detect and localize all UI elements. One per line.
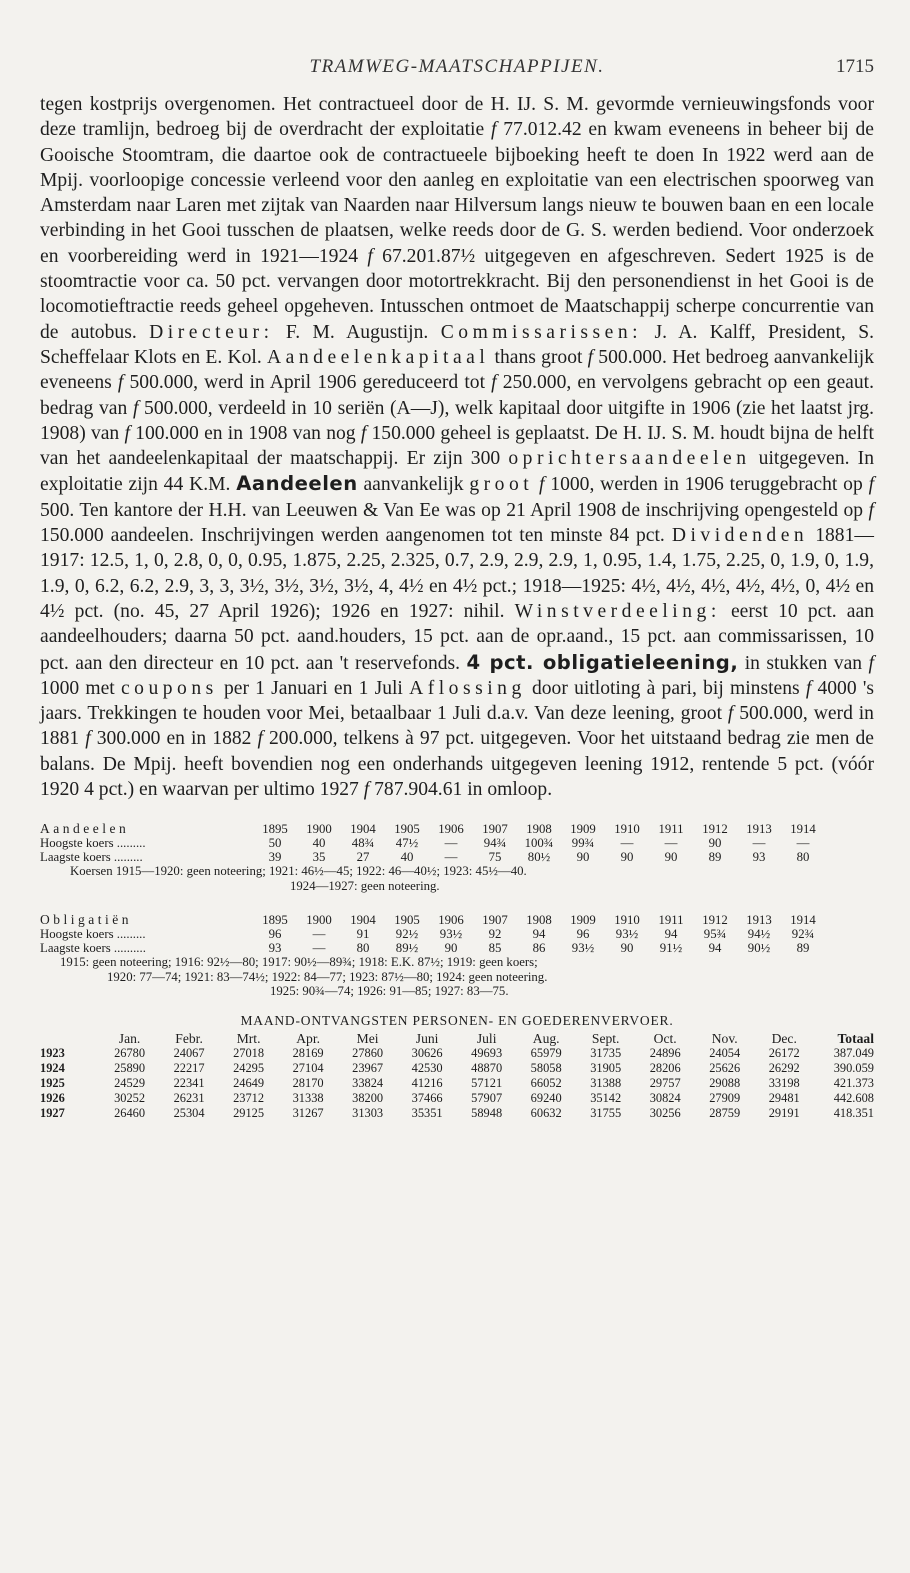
value-cell: 24054 xyxy=(709,1045,741,1060)
year-cell: 1900 xyxy=(306,822,332,837)
value-cell: 58058 xyxy=(530,1060,562,1075)
table-row xyxy=(40,927,825,941)
price-cell: — xyxy=(796,836,810,851)
text-run: F. M. Augustijn. xyxy=(273,321,441,343)
value-cell: 29481 xyxy=(768,1090,800,1105)
table-header-row xyxy=(40,822,825,836)
total-cell: 442.608 xyxy=(833,1090,874,1105)
price-cell: 85 xyxy=(488,941,502,956)
text-run: 500.000, werd in April 1906 gereduceerd tot xyxy=(123,372,492,394)
value-cell: 22341 xyxy=(173,1075,205,1090)
value-cell: 66052 xyxy=(530,1075,562,1090)
value-cell: 30824 xyxy=(649,1090,681,1105)
month-header: Apr. xyxy=(296,1030,320,1046)
value-cell: 28169 xyxy=(292,1045,324,1060)
month-header: Oct. xyxy=(653,1030,677,1046)
year-cell: 1912 xyxy=(702,913,728,928)
month-header: Jan. xyxy=(118,1030,141,1046)
value-cell: 41216 xyxy=(411,1075,443,1090)
month-header: Juni xyxy=(415,1030,439,1046)
table-row xyxy=(40,1046,874,1061)
year-cell: 1913 xyxy=(746,913,772,928)
text-run: uitgegeven. In exploitatie zijn 44 K.M. xyxy=(40,448,875,496)
price-cell: 92¾ xyxy=(791,927,815,942)
value-cell: 28206 xyxy=(649,1060,681,1075)
value-cell: 29088 xyxy=(709,1075,741,1090)
share-price-notes xyxy=(40,864,874,893)
bond-price-notes xyxy=(40,955,874,999)
value-cell: 23967 xyxy=(352,1060,384,1075)
value-cell: 35142 xyxy=(590,1090,622,1105)
value-cell: 33198 xyxy=(768,1075,800,1090)
price-cell: 94¾ xyxy=(483,836,507,851)
price-cell: 27 xyxy=(356,850,370,865)
florin-sign: f xyxy=(868,652,874,674)
heading-aandeelen: Aandeelen xyxy=(236,472,358,496)
price-cell: — xyxy=(664,836,678,851)
year-cell: 1913 xyxy=(746,822,772,837)
total-cell: 390.059 xyxy=(833,1060,874,1075)
value-cell: 27909 xyxy=(709,1090,741,1105)
year-cell: 1925 xyxy=(40,1075,65,1090)
price-cell: 40 xyxy=(312,836,326,851)
month-header: Mei xyxy=(356,1030,379,1046)
value-cell: 31735 xyxy=(590,1045,622,1060)
share-prices-table xyxy=(40,822,825,864)
value-cell: 69240 xyxy=(530,1090,562,1105)
price-cell: — xyxy=(620,836,634,851)
florin-sign: f xyxy=(727,703,734,725)
price-cell: 40 xyxy=(400,850,414,865)
row-label: Hoogste koers ......... xyxy=(40,927,146,942)
running-title: TRAMWEG-MAATSCHAPPIJEN. xyxy=(309,56,605,77)
florin-sign: f xyxy=(587,346,594,368)
florin-sign: f xyxy=(490,119,497,141)
row-label: Hoogste koers ......... xyxy=(40,836,146,851)
month-header: Sept. xyxy=(591,1030,620,1046)
text-run: 150.000 aandeelen. Inschrijvingen werden aangenomen tot ten minste 84 pct. xyxy=(40,525,672,547)
note-line: 1915: geen noteering; 1916: 92½—80; 1917: 90½—89¾; 1918: E.K. 87½; 1919: geen koers; xyxy=(60,955,538,970)
share-prices-section xyxy=(40,822,874,893)
florin-sign: f xyxy=(117,372,124,394)
price-cell: — xyxy=(312,927,326,942)
table-row xyxy=(40,1106,874,1121)
price-cell: 92½ xyxy=(395,927,419,942)
price-cell: 75 xyxy=(488,850,502,865)
florin-sign: f xyxy=(363,779,370,801)
term-coupons: coupons xyxy=(120,677,218,699)
month-header: Aug. xyxy=(532,1030,560,1046)
price-cell: 89 xyxy=(796,941,810,956)
florin-sign: f xyxy=(85,728,91,750)
heading-commissarissen: Commissarissen: xyxy=(440,321,643,343)
price-cell: 93½ xyxy=(439,927,463,942)
text-run: J. A. Kalff, President, S. Scheffelaar Klots en E. Kol. xyxy=(40,321,874,368)
bond-prices-table xyxy=(40,913,825,955)
empty-header-cell xyxy=(40,1031,100,1046)
value-cell: 31388 xyxy=(590,1075,622,1090)
text-run: door uitloting à pari, bij minstens xyxy=(525,677,806,699)
year-cell: 1914 xyxy=(790,913,816,928)
price-cell: 80½ xyxy=(527,850,551,865)
price-cell: 93 xyxy=(752,850,766,865)
row-label: Laagste koers ......... xyxy=(40,850,143,865)
value-cell: 57907 xyxy=(471,1090,503,1105)
table-label: Obligatiën xyxy=(40,912,132,928)
heading-dividenden: Dividenden xyxy=(671,525,809,547)
heading-aflossing: Aflossing xyxy=(409,677,526,699)
total-cell: 387.049 xyxy=(833,1045,874,1060)
month-header: Nov. xyxy=(711,1030,738,1046)
year-cell: 1914 xyxy=(790,822,816,837)
text-run: 100.000 en in 1908 van nog xyxy=(129,422,361,444)
florin-sign: f xyxy=(360,422,367,444)
price-cell: 90 xyxy=(664,850,678,865)
value-cell: 31267 xyxy=(292,1105,324,1120)
price-cell: 89½ xyxy=(395,941,419,956)
florin-sign: f xyxy=(124,422,130,444)
year-cell: 1900 xyxy=(306,913,332,928)
year-cell: 1904 xyxy=(350,913,376,928)
text-run: 787.904.61 in omloop. xyxy=(369,779,553,801)
table-row xyxy=(40,836,825,850)
text-run: 500.000, verdeeld in 10 seriën (A—J), welk kapitaal door uitgifte in 1906 (zie het laatst jrg. 1908) van xyxy=(40,397,874,444)
price-cell: 94 xyxy=(708,941,722,956)
text-run: 500. Ten kantore der H.H. van Leeuwen & Van Ee was op 21 April 1908 de inschrijving opengesteld op xyxy=(40,499,869,521)
florin-sign: f xyxy=(367,245,373,267)
term-oprichtersaandeelen: oprichtersaandeelen xyxy=(508,448,751,470)
table-label: Aandeelen xyxy=(40,821,130,837)
text-run: 250.000, en vervolgens gebracht op een geaut. bedrag van xyxy=(40,372,874,419)
value-cell: 31755 xyxy=(590,1105,622,1120)
florin-sign: f xyxy=(805,677,812,699)
price-cell: 95¾ xyxy=(703,927,727,942)
value-cell: 26780 xyxy=(114,1045,146,1060)
value-cell: 49693 xyxy=(471,1045,503,1060)
value-cell: 24529 xyxy=(114,1075,146,1090)
price-cell: 90 xyxy=(444,941,458,956)
month-header: Mrt. xyxy=(236,1030,261,1046)
note-line: Koersen 1915—1920: geen noteering; 1921: 46½—45; 1922: 46—40½; 1923: 45½—40. xyxy=(70,864,527,879)
year-cell: 1905 xyxy=(394,822,420,837)
value-cell: 29757 xyxy=(649,1075,681,1090)
value-cell: 24067 xyxy=(173,1045,205,1060)
text-run: 1000, werden in 1906 teruggebracht op xyxy=(544,474,869,496)
heading-directeur: Directeur: xyxy=(149,321,274,343)
text-run: eerst 10 pct. aan aandeelhouders; daarna 50 pct. aand.houders, 15 pct. aan de opr.aand., 15 pct. aan commissarissen, 10 pct. aan den directeur en 10 pct. aan 't reservefonds. xyxy=(40,600,874,674)
price-cell: — xyxy=(752,836,766,851)
text-run: thans groot xyxy=(489,346,588,368)
table-row xyxy=(40,1061,874,1076)
row-label: Laagste koers .......... xyxy=(40,941,146,956)
year-cell: 1907 xyxy=(482,913,508,928)
text-run: 67.201.87½ uitgegeven en afgeschreven. Sedert 1925 is de stoomtractie voor ca. 50 pct. vervangen door motortrekkracht. Bij den personendienst in het Gooi is de locomotieftractie reeds geheel opgeheven. Intusschen ontmoet de Maatschappij scherpe concurrentie van de autobus. xyxy=(40,245,874,343)
value-cell: 29125 xyxy=(233,1105,265,1120)
price-cell: 47½ xyxy=(395,836,419,851)
total-cell: 421.373 xyxy=(833,1075,874,1090)
year-cell: 1911 xyxy=(658,913,684,928)
text-run: 500.000. Het bedroeg aanvankelijk eveneens xyxy=(40,346,874,394)
year-cell: 1906 xyxy=(438,913,464,928)
value-cell: 26292 xyxy=(768,1060,800,1075)
year-cell: 1926 xyxy=(40,1090,65,1105)
value-cell: 24295 xyxy=(233,1060,265,1075)
price-cell: 100¾ xyxy=(524,836,554,851)
table-row xyxy=(40,1076,874,1091)
year-cell: 1911 xyxy=(658,822,684,837)
text-run: 150.000 geheel is geplaatst. De H. IJ. S. M. houdt bijna de helft van het aandeelenkapitaal der maatschappij. Er zijn 300 xyxy=(40,422,874,470)
value-cell: 31905 xyxy=(590,1060,622,1075)
term-groot: groot xyxy=(469,474,534,496)
text-run: in stukken van xyxy=(738,652,869,674)
year-cell: 1905 xyxy=(394,913,420,928)
year-cell: 1909 xyxy=(570,913,596,928)
florin-sign: f xyxy=(539,474,545,496)
value-cell: 22217 xyxy=(173,1060,205,1075)
price-cell: 48¾ xyxy=(351,836,375,851)
florin-sign: f xyxy=(132,397,139,419)
price-cell: 90½ xyxy=(747,941,771,956)
value-cell: 25304 xyxy=(173,1105,205,1120)
price-cell: 94 xyxy=(532,927,546,942)
year-cell: 1912 xyxy=(702,822,728,837)
year-cell: 1927 xyxy=(40,1105,65,1120)
price-cell: 96 xyxy=(576,927,590,942)
price-cell: 91 xyxy=(356,927,370,942)
text-run: 1000 met xyxy=(40,677,121,699)
text-run: 200.000, telkens à 97 pct. uitgegeven. Voor het uitstaand bedrag zie men de balans. De Mpij. heeft bovendien nog een onderhands uitgegeven leening 1912, rentende 5 pct. (vóór 1920 4 pct.) en waarvan per ultimo 1927 xyxy=(40,728,874,801)
price-cell: 91½ xyxy=(659,941,683,956)
year-cell: 1924 xyxy=(40,1060,65,1075)
text-run: 300.000 en in 1882 xyxy=(90,728,258,750)
year-cell: 1910 xyxy=(614,822,640,837)
text-run: 500.000, werd in 1881 xyxy=(40,703,874,750)
value-cell: 33824 xyxy=(352,1075,384,1090)
value-cell: 28170 xyxy=(292,1075,324,1090)
year-cell: 1895 xyxy=(262,822,288,837)
text-run: aanvankelijk xyxy=(357,474,470,496)
value-cell: 31303 xyxy=(352,1105,384,1120)
value-cell: 24896 xyxy=(649,1045,681,1060)
price-cell: 99¾ xyxy=(571,836,595,851)
total-cell: 418.351 xyxy=(833,1105,874,1120)
page-number: 1715 xyxy=(836,56,874,77)
monthly-receipts-title: MAAND-ONTVANGSTEN PERSONEN- EN GOEDERENVERVOER. xyxy=(240,1012,674,1028)
value-cell: 48870 xyxy=(471,1060,503,1075)
value-cell: 25890 xyxy=(114,1060,146,1075)
year-cell: 1908 xyxy=(526,913,552,928)
value-cell: 28759 xyxy=(709,1105,741,1120)
year-cell: 1906 xyxy=(438,822,464,837)
price-cell: 80 xyxy=(796,850,810,865)
year-cell: 1907 xyxy=(482,822,508,837)
price-cell: 90 xyxy=(708,836,722,851)
bond-prices-section xyxy=(40,913,874,999)
value-cell: 29191 xyxy=(768,1105,800,1120)
text-run: 4000 's jaars. Trekkingen te houden voor Mei, betaalbaar 1 Juli d.a.v. Van deze leening, groot xyxy=(40,677,874,725)
body-paragraph xyxy=(40,92,874,802)
value-cell: 42530 xyxy=(411,1060,443,1075)
page-header xyxy=(40,56,874,92)
value-cell: 30252 xyxy=(114,1090,146,1105)
price-cell: 90 xyxy=(576,850,590,865)
text-run: 77.012.42 en kwam eveneens in beheer bij de Gooische Stoomtram, die daartoe ook de contractueele bijboeking heeft te doen In 1922 werd aan de Mpij. voorloopige concessie verleend voor den aanleg en exploitatie van een electrischen spoorweg van Amsterdam naar Laren met zijtak van Naarden naar Hilversum langs nieuw te bouwen baan en een locale verbinding in het Gooi tusschen de plaatsen, welke reeds door de G. S. werden bediend. Voor onderzoek en voorbereiding werd in 1921—1924 xyxy=(40,119,875,267)
price-cell: — xyxy=(444,850,458,865)
value-cell: 31338 xyxy=(292,1090,324,1105)
florin-sign: f xyxy=(257,728,263,750)
table-row xyxy=(40,850,825,864)
value-cell: 27104 xyxy=(292,1060,324,1075)
price-cell: 96 xyxy=(268,927,282,942)
price-cell: — xyxy=(312,941,326,956)
price-cell: 92 xyxy=(488,927,502,942)
table-header-row xyxy=(40,1031,874,1046)
value-cell: 38200 xyxy=(352,1090,384,1105)
price-cell: 89 xyxy=(708,850,722,865)
table-row xyxy=(40,941,825,955)
value-cell: 60632 xyxy=(530,1105,562,1120)
value-cell: 57121 xyxy=(471,1075,503,1090)
text-run: 1881—1917: 12.5, 1, 0, 2.8, 0, 0, 0.95, 1.875, 2.25, 2.325, 0.7, 2.9, 2.9, 2.9, 1, 0.95, 1.4, 1.75, 2.25, 0, 1.9, 0, 1.9, 1.9, 0, 6.2, 6.2, 2.9, 3, 3, 3½, 3½, 3½, 3½, 4, 4½ en 4½ pct.; 1918—1925: 4½, 4½, 4½, 4½, 4½, 0, 4½ en 4½ pct. (no. 45, 27 April 1926); 1926 en 1927: nihil. xyxy=(40,525,874,622)
florin-sign: f xyxy=(868,474,875,496)
value-cell: 58948 xyxy=(471,1105,503,1120)
value-cell: 37466 xyxy=(411,1090,443,1105)
year-cell: 1908 xyxy=(526,822,552,837)
month-header: Juli xyxy=(476,1030,497,1046)
month-header: Febr. xyxy=(175,1030,203,1046)
year-cell: 1910 xyxy=(614,913,640,928)
price-cell: 80 xyxy=(356,941,370,956)
florin-sign: f xyxy=(491,372,497,394)
year-cell: 1904 xyxy=(350,822,376,837)
text-run: tegen kostprijs overgenomen. Het contractueel door de H. IJ. S. M. gevormde vernieuwingsfonds voor deze tramlijn, bedroeg bij de overdracht der exploitatie xyxy=(40,94,874,141)
value-cell: 26460 xyxy=(114,1105,146,1120)
heading-aandeelenkapitaal: Aandeelenkapitaal xyxy=(267,346,490,368)
year-cell: 1895 xyxy=(262,913,288,928)
price-cell: 90 xyxy=(620,850,634,865)
price-cell: 94½ xyxy=(747,927,771,942)
monthly-receipts-table xyxy=(40,1031,874,1121)
price-cell: 86 xyxy=(532,941,546,956)
text-run: per 1 Januari en 1 Juli xyxy=(217,677,410,699)
page xyxy=(40,56,874,1121)
price-cell: 94 xyxy=(664,927,678,942)
florin-sign: f xyxy=(868,499,874,521)
price-cell: 90 xyxy=(620,941,634,956)
price-cell: 35 xyxy=(312,850,326,865)
value-cell: 26231 xyxy=(173,1090,205,1105)
price-cell: 93½ xyxy=(615,927,639,942)
table-header-row xyxy=(40,913,825,927)
year-cell: 1923 xyxy=(40,1045,65,1060)
total-header: Totaal xyxy=(837,1030,874,1046)
note-line: 1925: 90¾—74; 1926: 91—85; 1927: 83—75. xyxy=(270,984,509,999)
note-line: 1920: 77—74; 1921: 83—74½; 1922: 84—77; 1923: 87½—80; 1924: geen noteering. xyxy=(107,969,548,984)
month-header: Dec. xyxy=(771,1030,797,1046)
value-cell: 26172 xyxy=(768,1045,800,1060)
price-cell: 50 xyxy=(268,836,282,851)
value-cell: 24649 xyxy=(233,1075,265,1090)
value-cell: 35351 xyxy=(411,1105,443,1120)
value-cell: 65979 xyxy=(530,1045,562,1060)
value-cell: 25626 xyxy=(709,1060,741,1075)
price-cell: 93½ xyxy=(571,941,595,956)
value-cell: 27860 xyxy=(352,1045,384,1060)
year-cell: 1909 xyxy=(570,822,596,837)
value-cell: 27018 xyxy=(233,1045,265,1060)
value-cell: 23712 xyxy=(233,1090,265,1105)
table-row xyxy=(40,1091,874,1106)
price-cell: 39 xyxy=(268,850,282,865)
note-line: 1924—1927: geen noteering. xyxy=(290,878,440,893)
heading-obligatieleening: 4 pct. obligatieleening, xyxy=(466,650,739,674)
value-cell: 30626 xyxy=(411,1045,443,1060)
heading-winstverdeeling: Winstverdeeling: xyxy=(514,600,721,622)
price-cell: 93 xyxy=(268,941,282,956)
price-cell: — xyxy=(444,836,458,851)
value-cell: 30256 xyxy=(649,1105,681,1120)
